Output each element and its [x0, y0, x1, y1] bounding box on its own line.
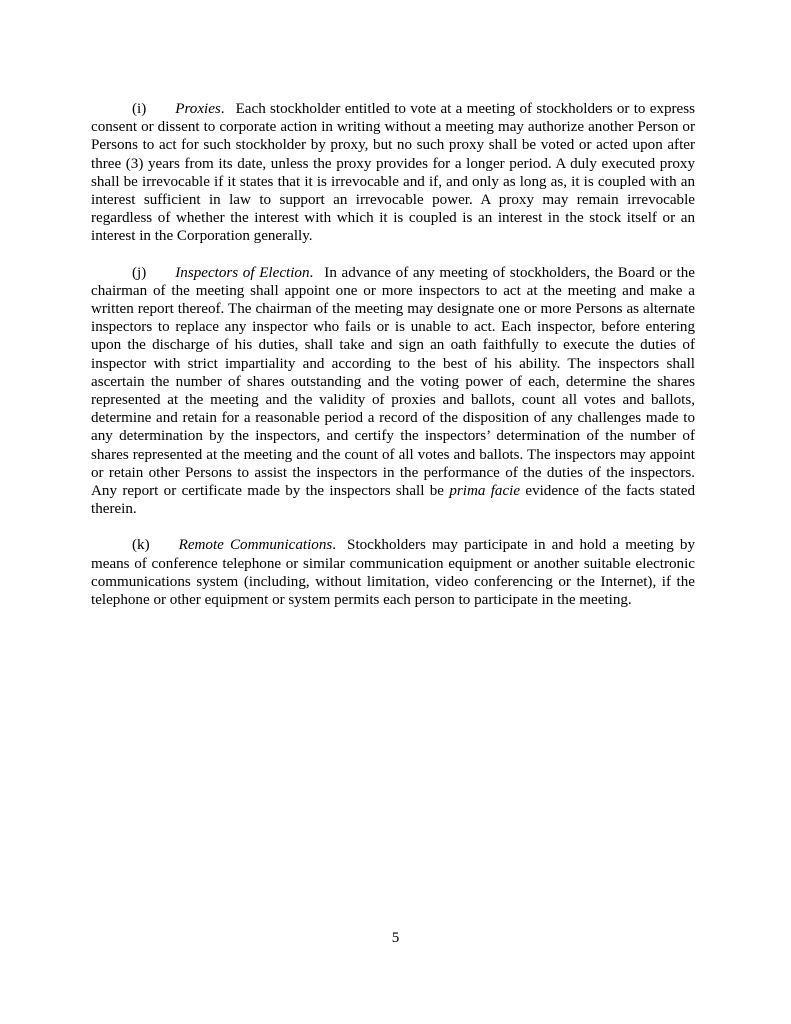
document-body — [91, 100, 695, 609]
heading-terminator: . — [332, 537, 337, 554]
paragraph-text-proxies: Each stockholder entitled to vote at a meeting of stockholders or to express consent or dissent to corporate action in writing without a meeting may authorize another Person or Persons to act for such stockholder by proxy, but no such proxy shall be voted or acted upon after three (3) years from its date, unless the proxy provides for a longer period. A duly executed proxy shall be irrevocable if it states that it is irrevocable and if, and only as long as, it is coupled with an interest sufficient in law to support an irrevocable power. A proxy may remain irrevocable regardless of whether the interest with which it is coupled is an interest in the stock itself or an interest in the Corporation generally. — [91, 101, 695, 245]
paragraph-heading-inspectors-of-election: Inspectors of Election — [175, 264, 310, 281]
paragraph-text-remote-communications: Stockholders may participate in and hold a meeting by means of conference telephone or similar communication equipment or another suitable electronic communications system (including, without limitation, video conferencing or the Internet), if the telephone or other equipment or system permits each person to participate in the meeting. — [91, 537, 695, 609]
paragraph-heading-remote-communications: Remote Communications — [178, 537, 333, 554]
paragraph-text-prima-facie: prima facie — [449, 483, 521, 500]
list-marker-i: (i) — [132, 101, 147, 117]
paragraph-remote-communications — [91, 536, 695, 609]
paragraph-inspectors-of-election — [91, 264, 695, 519]
heading-terminator: . — [220, 101, 225, 117]
heading-terminator: . — [309, 264, 314, 281]
paragraph-heading-proxies: Proxies — [175, 101, 221, 117]
list-marker-j: (j) — [132, 264, 147, 281]
list-marker-k: (k) — [132, 537, 150, 554]
paragraph-text-inspectors-part2: evidence of the facts stated therein. — [91, 483, 695, 518]
page-number: 5 — [391, 930, 400, 946]
paragraph-text-inspectors-part1: In advance of any meeting of stockholders, the Board or the chairman of the meeting shall appoint one or more inspectors to act at the meeting and make a written report thereof. The chairman of the meeting may designate one or more Persons as alternate inspectors to replace any inspector who fails or is unable to act. Each inspector, before entering upon the discharge of his duties, shall take and sign an oath faithfully to execute the duties of inspector with strict impartiality and according to the best of his ability. The inspectors shall ascertain the number of shares outstanding and the voting power of each, determine the shares represented at the meeting and the validity of proxies and ballots, count all votes and ballots, determine and retain for a reasonable period a record of the disposition of any challenges made to any determination by the inspectors, and certify the inspectors’ determination of the number of shares represented at the meeting and the count of all votes and ballots. The inspectors may appoint or retain other Persons to assist the inspectors in the performance of the duties of the inspectors. Any report or certificate made by the inspectors shall be — [91, 264, 695, 500]
paragraph-proxies — [91, 100, 695, 246]
